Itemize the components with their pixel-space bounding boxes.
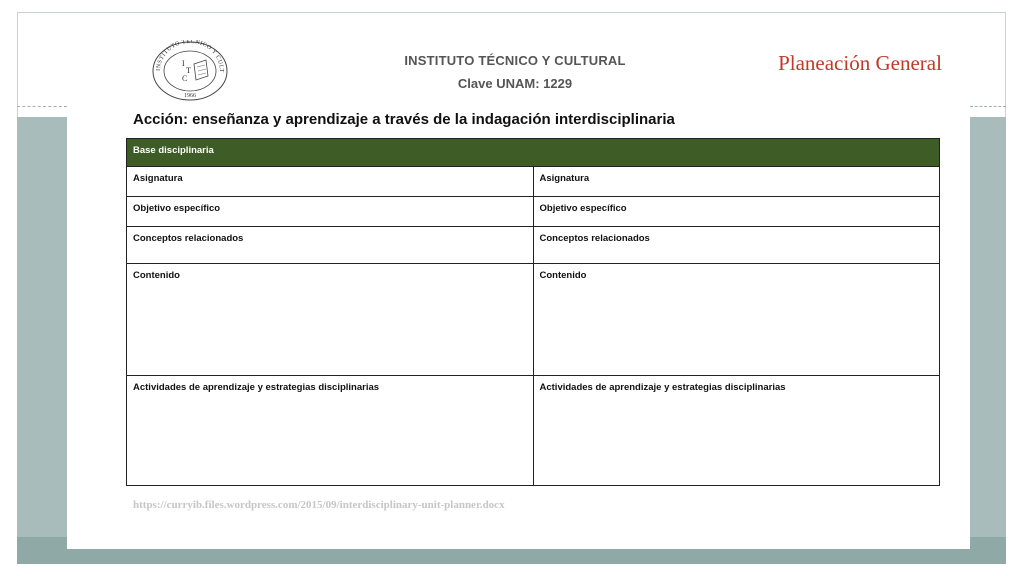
table-row — [127, 264, 940, 376]
unit-planner-table — [126, 138, 940, 486]
table-cell-objetivo-right[interactable]: Objetivo específico — [533, 197, 940, 227]
logo-initial-c: C — [182, 74, 188, 83]
teal-band-right — [970, 117, 1006, 537]
table-row — [127, 197, 940, 227]
slide-divider-left — [17, 106, 67, 107]
clave-unam: Clave UNAM: 1229 — [457, 76, 573, 91]
table-cell-contenido-right[interactable]: Contenido — [533, 264, 940, 376]
table-cell-conceptos-right[interactable]: Conceptos relacionados — [533, 227, 940, 264]
table-cell-conceptos-left[interactable]: Conceptos relacionados — [127, 227, 534, 264]
action-title: Acción: enseñanza y aprendizaje a través de la indagación interdisciplinaria — [133, 111, 675, 128]
table-header-row — [127, 139, 940, 167]
institution-name: INSTITUTO TÉCNICO Y CULTURAL — [404, 53, 626, 68]
table-cell-actividades-right[interactable]: Actividades de aprendizaje y estrategias disciplinarias — [533, 376, 940, 486]
table-cell-asignatura-right[interactable]: Asignatura — [533, 167, 940, 197]
table-cell-actividades-left[interactable]: Actividades de aprendizaje y estrategias disciplinarias — [127, 376, 534, 486]
table-header-cell: Base disciplinaria — [127, 139, 940, 167]
institution-logo — [150, 40, 230, 102]
logo-ring-text: INSTITUTO TÉCNICO Y CULT — [155, 40, 225, 73]
table-cell-asignatura-left[interactable]: Asignatura — [127, 167, 534, 197]
slide-divider-right — [970, 106, 1006, 107]
slide-title: Planeación General — [778, 51, 942, 75]
logo-year: 1966 — [184, 93, 196, 99]
teal-band-left — [17, 117, 67, 537]
table-cell-contenido-left[interactable]: Contenido — [127, 264, 534, 376]
table-row — [127, 376, 940, 486]
table-row — [127, 227, 940, 264]
logo-initial-i: I — [182, 59, 185, 68]
source-url: https://curryib.files.wordpress.com/2015/09/interdisciplinary-unit-planner.docx — [133, 499, 505, 511]
table-row — [127, 167, 940, 197]
logo-initial-t: T — [186, 66, 191, 75]
table-cell-objetivo-left[interactable]: Objetivo específico — [127, 197, 534, 227]
